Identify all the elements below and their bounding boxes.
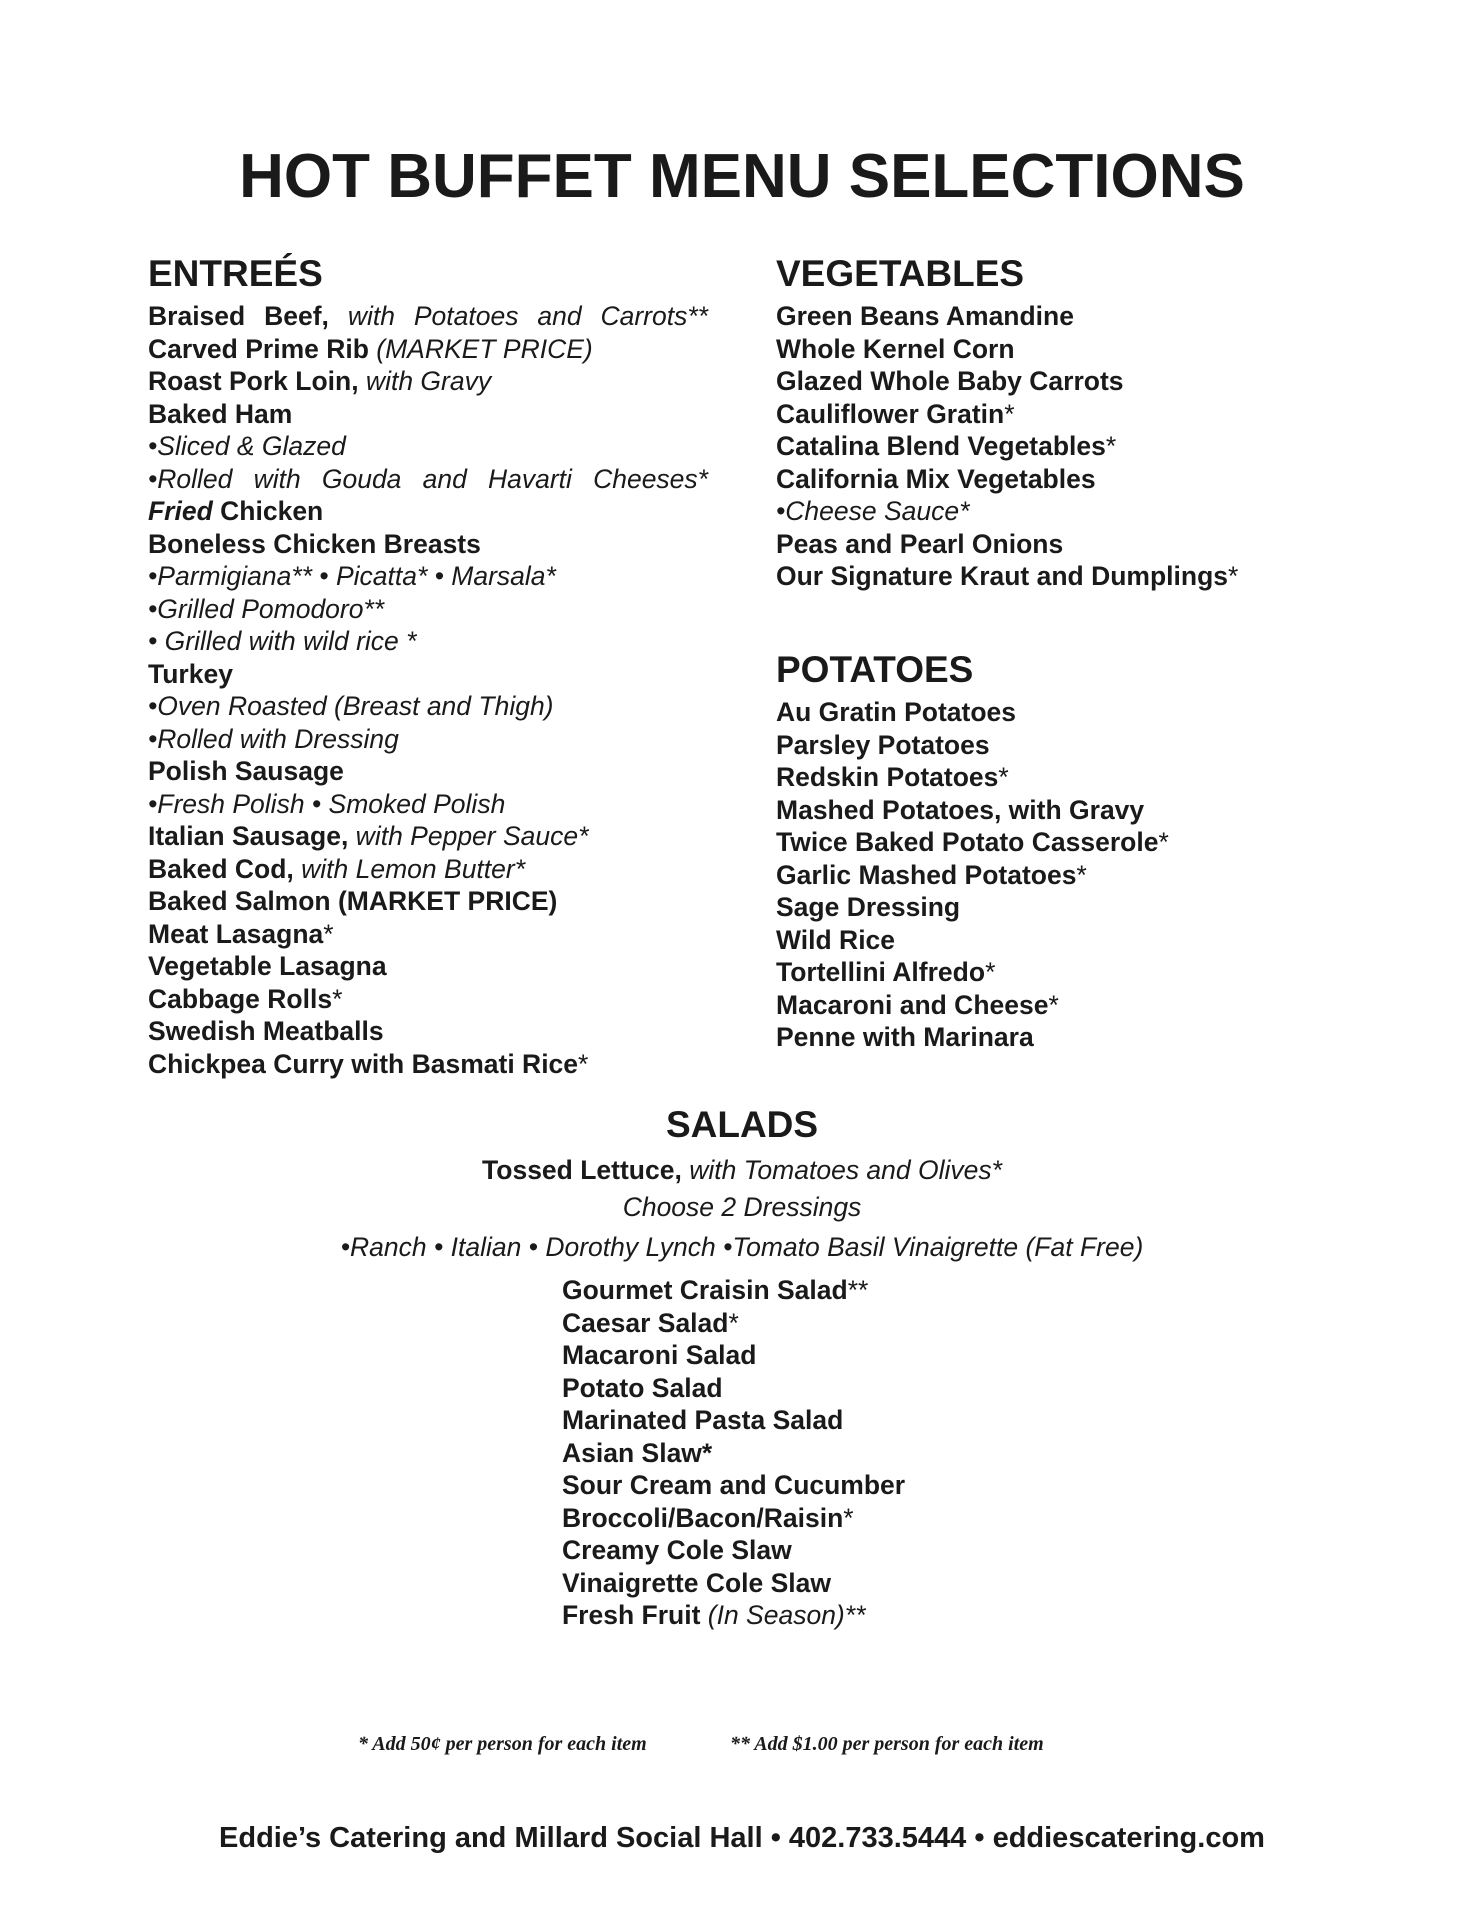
braised-note-4: Carrots** bbox=[600, 301, 708, 331]
entree-chickpea-curry bbox=[148, 1048, 738, 1081]
potato-parsley: Parsley Potatoes bbox=[776, 729, 990, 760]
veg-green-beans: Green Beans Amandine bbox=[776, 301, 1074, 331]
entree-pork-loin bbox=[148, 365, 738, 398]
tortellini-name: Tortellini Alfredo bbox=[776, 957, 986, 987]
footnote-double-asterisk: ** Add $1.00 per person for each item bbox=[730, 1733, 1044, 1755]
prime-rib-note: (MARKET PRICE) bbox=[376, 333, 593, 364]
salad-pasta: Marinated Pasta Salad bbox=[562, 1405, 844, 1435]
braised-label: Braised bbox=[148, 301, 246, 331]
potato-wild-rice: Wild Rice bbox=[776, 924, 896, 955]
twice-baked-name: Twice Baked Potato Casserole bbox=[776, 827, 1159, 857]
rolled-word-3: Gouda bbox=[321, 463, 402, 494]
garlic-mark: * bbox=[1076, 859, 1087, 890]
cod-note: with Lemon Butter* bbox=[293, 853, 526, 884]
rolled-word-2: with bbox=[253, 463, 301, 494]
entrees-heading: ENTREÉS bbox=[148, 253, 323, 294]
vegetables-heading: VEGETABLES bbox=[776, 253, 1025, 294]
redskin-mark: * bbox=[998, 762, 1009, 792]
veg-kraut bbox=[776, 560, 1376, 593]
broccoli-mark: * bbox=[843, 1502, 854, 1533]
braised-note-1: with bbox=[347, 301, 395, 331]
beef-label: Beef, bbox=[264, 301, 329, 331]
potato-sage-dressing: Sage Dressing bbox=[776, 892, 961, 922]
veg-catalina bbox=[776, 430, 1376, 463]
prime-rib-name: Carved Prime Rib bbox=[148, 333, 377, 364]
fruit-name: Fresh Fruit bbox=[562, 1600, 708, 1630]
entree-fried-chicken bbox=[148, 495, 738, 528]
potato-au-gratin: Au Gratin Potatoes bbox=[776, 697, 1017, 727]
caesar-mark: * bbox=[728, 1307, 739, 1338]
salad-caesar bbox=[562, 1307, 1062, 1340]
mac-cheese-name: Macaroni and Cheese bbox=[776, 989, 1049, 1020]
entree-polish-sausage: Polish Sausage bbox=[148, 756, 344, 786]
footer-contact: Eddie’s Catering and Millard Social Hall • 402.733.5444 • eddiescatering.com bbox=[219, 1822, 1265, 1854]
salad-broccoli bbox=[562, 1502, 1062, 1535]
entree-turkey: Turkey bbox=[148, 658, 233, 689]
braised-note-3: and bbox=[537, 301, 582, 331]
footnote-single-asterisk: * Add 50¢ per person for each item bbox=[358, 1733, 647, 1755]
entree-swedish-meatballs: Swedish Meatballs bbox=[148, 1016, 384, 1046]
chicken-wild-rice: • Grilled with wild rice * bbox=[148, 626, 417, 656]
potato-twice-baked bbox=[776, 826, 1376, 859]
chicken-pomodoro: •Grilled Pomodoro** bbox=[148, 593, 385, 624]
craisin-mark: ** bbox=[847, 1275, 869, 1305]
cauliflower-name: Cauliflower Gratin bbox=[776, 398, 1005, 429]
potato-mac-cheese bbox=[776, 989, 1376, 1022]
rolled-word-6: Cheeses* bbox=[593, 463, 708, 494]
potato-redskin bbox=[776, 761, 1376, 794]
rolled-word-5: Havarti bbox=[487, 463, 572, 494]
salad-tossed bbox=[0, 1153, 1484, 1187]
salad-list bbox=[562, 1274, 1062, 1632]
entree-braised-beef bbox=[148, 300, 708, 333]
entree-baked-salmon: Baked Salmon (MARKET PRICE) bbox=[148, 886, 558, 916]
polish-types: •Fresh Polish • Smoked Polish bbox=[148, 788, 506, 819]
potatoes-heading: POTATOES bbox=[776, 649, 974, 690]
ham-option-sliced: •Sliced & Glazed bbox=[148, 431, 346, 461]
tossed-note: with Tomatoes and Olives* bbox=[681, 1155, 1002, 1185]
salads-heading: SALADS bbox=[665, 1104, 819, 1145]
kraut-name: Our Signature Kraut and Dumplings bbox=[776, 561, 1229, 591]
turkey-oven-roasted: •Oven Roasted (Breast and Thigh) bbox=[148, 691, 554, 721]
entree-meat-lasagna bbox=[148, 918, 738, 951]
chickpea-name: Chickpea Curry with Basmati Rice bbox=[148, 1048, 579, 1079]
entree-cabbage-rolls bbox=[148, 983, 738, 1016]
entree-baked-cod bbox=[148, 853, 738, 886]
entree-chicken-breasts: Boneless Chicken Breasts bbox=[148, 528, 481, 559]
rolled-word-1: •Rolled bbox=[148, 463, 233, 494]
potato-garlic bbox=[776, 859, 1376, 892]
redskin-name: Redskin Potatoes bbox=[776, 762, 999, 792]
chickpea-mark: * bbox=[578, 1048, 589, 1079]
potato-tortellini bbox=[776, 956, 1376, 989]
salad-macaroni: Macaroni Salad bbox=[562, 1340, 757, 1370]
chicken-styles: •Parmigiana** • Picatta* • Marsala* bbox=[148, 561, 556, 591]
salad-asian-slaw: Asian Slaw* bbox=[562, 1437, 713, 1468]
salad-craisin bbox=[562, 1274, 1062, 1307]
italian-note: with Pepper Sauce* bbox=[348, 821, 589, 851]
entree-baked-ham: Baked Ham bbox=[148, 398, 293, 429]
craisin-name: Gourmet Craisin Salad bbox=[562, 1275, 848, 1305]
veg-california: California Mix Vegetables bbox=[776, 463, 1096, 494]
fried-chicken-name: Chicken bbox=[212, 496, 324, 526]
fried-prefix: Fried bbox=[148, 496, 213, 526]
salad-choose-dressings: Choose 2 Dressings bbox=[622, 1192, 862, 1222]
pork-loin-note: with Gravy bbox=[358, 366, 492, 396]
salad-sour-cream: Sour Cream and Cucumber bbox=[562, 1470, 906, 1500]
catalina-mark: * bbox=[1105, 431, 1117, 461]
catalina-name: Catalina Blend Vegetables bbox=[776, 431, 1106, 461]
salad-fresh-fruit bbox=[562, 1599, 1062, 1632]
veg-cheese-sauce: •Cheese Sauce* bbox=[776, 496, 970, 526]
cauliflower-mark: * bbox=[1004, 398, 1015, 429]
braised-note-2: Potatoes bbox=[413, 301, 519, 331]
italian-name: Italian Sausage, bbox=[148, 821, 349, 851]
cabbage-name: Cabbage Rolls bbox=[148, 983, 333, 1014]
vegetables-section bbox=[776, 252, 1376, 593]
broccoli-name: Broccoli/Bacon/Raisin bbox=[562, 1502, 844, 1533]
potato-mashed: Mashed Potatoes, with Gravy bbox=[776, 794, 1145, 825]
ham-option-rolled bbox=[148, 463, 708, 496]
caesar-name: Caesar Salad bbox=[562, 1307, 729, 1338]
salad-dressing-options: •Ranch • Italian • Dorothy Lynch •Tomato Basil Vinaigrette (Fat Free) bbox=[340, 1232, 1144, 1262]
entrees-section bbox=[148, 252, 738, 1080]
garlic-name: Garlic Mashed Potatoes bbox=[776, 859, 1077, 890]
veg-peas: Peas and Pearl Onions bbox=[776, 528, 1064, 559]
kraut-mark: * bbox=[1228, 561, 1239, 591]
veg-cauliflower bbox=[776, 398, 1376, 431]
turkey-rolled: •Rolled with Dressing bbox=[148, 723, 399, 754]
rolled-word-4: and bbox=[422, 463, 467, 494]
entree-prime-rib bbox=[148, 333, 738, 366]
potatoes-section bbox=[776, 648, 1376, 1054]
salads-section bbox=[0, 1103, 1484, 1267]
tossed-name: Tossed Lettuce, bbox=[482, 1155, 682, 1185]
veg-corn: Whole Kernel Corn bbox=[776, 333, 1015, 364]
cabbage-mark: * bbox=[332, 983, 343, 1014]
page-title: HOT BUFFET MENU SELECTIONS bbox=[239, 142, 1245, 211]
salad-creamy-slaw: Creamy Cole Slaw bbox=[562, 1535, 792, 1565]
entree-italian-sausage bbox=[148, 820, 738, 853]
meat-lasagna-name: Meat Lasagna bbox=[148, 918, 324, 949]
twice-baked-mark: * bbox=[1158, 827, 1169, 857]
veg-carrots: Glazed Whole Baby Carrots bbox=[776, 366, 1124, 396]
fruit-note: (In Season)** bbox=[707, 1600, 866, 1630]
entree-vegetable-lasagna: Vegetable Lasagna bbox=[148, 951, 387, 981]
cod-name: Baked Cod, bbox=[148, 853, 294, 884]
mac-cheese-mark: * bbox=[1048, 989, 1059, 1020]
meat-lasagna-mark: * bbox=[323, 918, 334, 949]
salad-vinaigrette-slaw: Vinaigrette Cole Slaw bbox=[562, 1567, 832, 1598]
salad-potato: Potato Salad bbox=[562, 1372, 723, 1403]
potato-penne: Penne with Marinara bbox=[776, 1022, 1034, 1052]
pork-loin-name: Roast Pork Loin, bbox=[148, 366, 359, 396]
tortellini-mark: * bbox=[985, 957, 996, 987]
